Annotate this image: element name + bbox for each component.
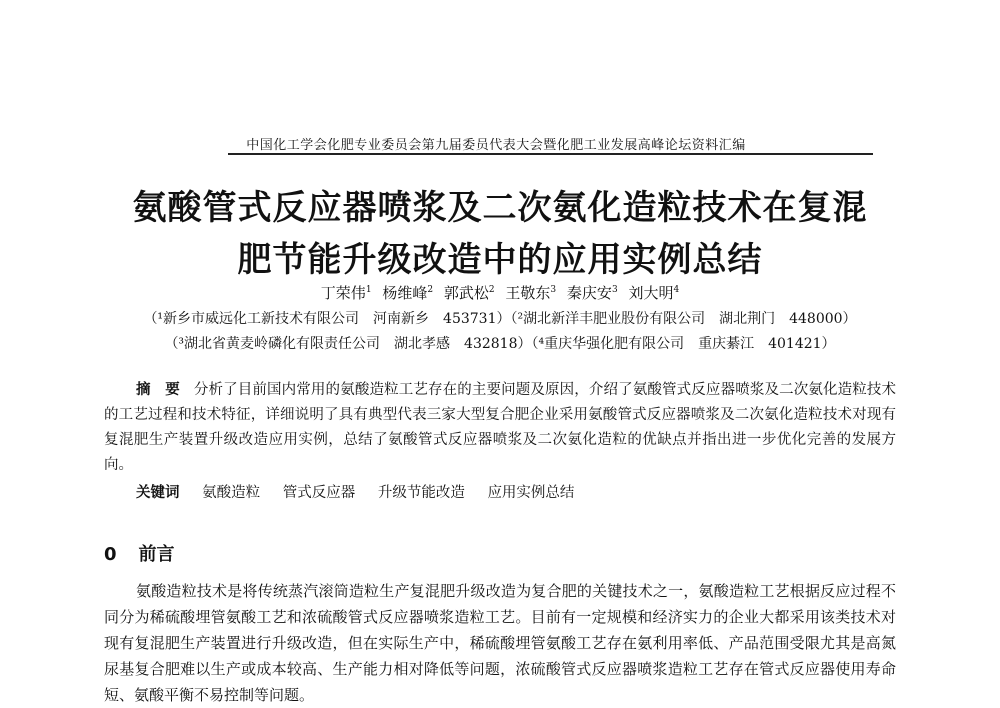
author: 秦庆安$^3$ (566, 284, 618, 302)
abstract-label: 摘 要 (136, 382, 180, 398)
affiliation-line-1: （¹新乡市威远化工新技术有限公司 河南新乡 453731）（²湖北新洋丰肥业股份有限公司 湖北荆门 448000） (143, 311, 857, 327)
paper-title-line-1: 氨酸管式反应器喷浆及二次氨化造粒技术在复混 (132, 188, 868, 228)
author: 杨维峰$^2$ (382, 284, 434, 302)
running-header: 中国化工学会化肥专业委员会第九届委员代表大会暨化肥工业发展高峰论坛资料汇编 (246, 138, 746, 153)
section-number: 0 (104, 544, 117, 565)
keyword: 应用实例总结 (487, 485, 575, 501)
affiliation-line-2: （³湖北省黄麦岭磷化有限责任公司 湖北孝感 432818）（⁴重庆华强化肥有限公司 重庆綦江 401421） (164, 336, 836, 352)
keyword: 升级节能改造 (377, 485, 465, 501)
section-title: 前言 (138, 544, 175, 565)
abstract (104, 378, 896, 478)
keyword: 氨酸造粒 (202, 485, 261, 501)
abstract-text: 分析了目前国内常用的氨酸造粒工艺存在的主要问题及原因，介绍了氨酸管式反应器喷浆及二次氨化造粒技术的工艺过程和技术特征，详细说明了具有典型代表三家大型复合肥企业采用氨酸管式反应器喷浆及二次氨化造粒技术对现有复混肥生产装置升级改造应用实例，总结了氨酸管式反应器喷浆及二次氨化造粒的优缺点并指出进一步优化完善的发展方向。 (104, 382, 896, 473)
author-list (230, 282, 770, 303)
paper-title-line-2: 肥节能升级改造中的应用实例总结 (237, 240, 763, 280)
author: 刘大明$^4$ (628, 284, 680, 302)
keyword: 管式反应器 (282, 485, 356, 501)
author: 王敬东$^3$ (505, 284, 557, 302)
keywords (136, 481, 592, 502)
body-paragraph: 氨酸造粒技术是将传统蒸汽滚筒造粒生产复混肥升级改造为复合肥的关键技术之一，氨酸造粒工艺根据反应过程不同分为稀硫酸埋管氨酸工艺和浓硫酸管式反应器喷浆造粒工艺。目前有一定规模和经济实力的企业大都采用该类技术对现有复混肥生产装置进行升级改造，但在实际生产中，稀硫酸埋管氨酸工艺存在氨利用率低、产品范围受限尤其是高氮尿基复合肥难以生产或成本较高、生产能力相对降低等问题，浓硫酸管式反应器喷浆造粒工艺存在管式反应器使用寿命短、氨酸平衡不易控制等问题。 (104, 582, 896, 704)
author: 丁荣伟$^1$ (320, 284, 372, 302)
header-rule (228, 153, 873, 155)
author: 郭武松$^2$ (443, 284, 495, 302)
keywords-label: 关键词 (136, 485, 180, 501)
section-heading (104, 540, 175, 566)
